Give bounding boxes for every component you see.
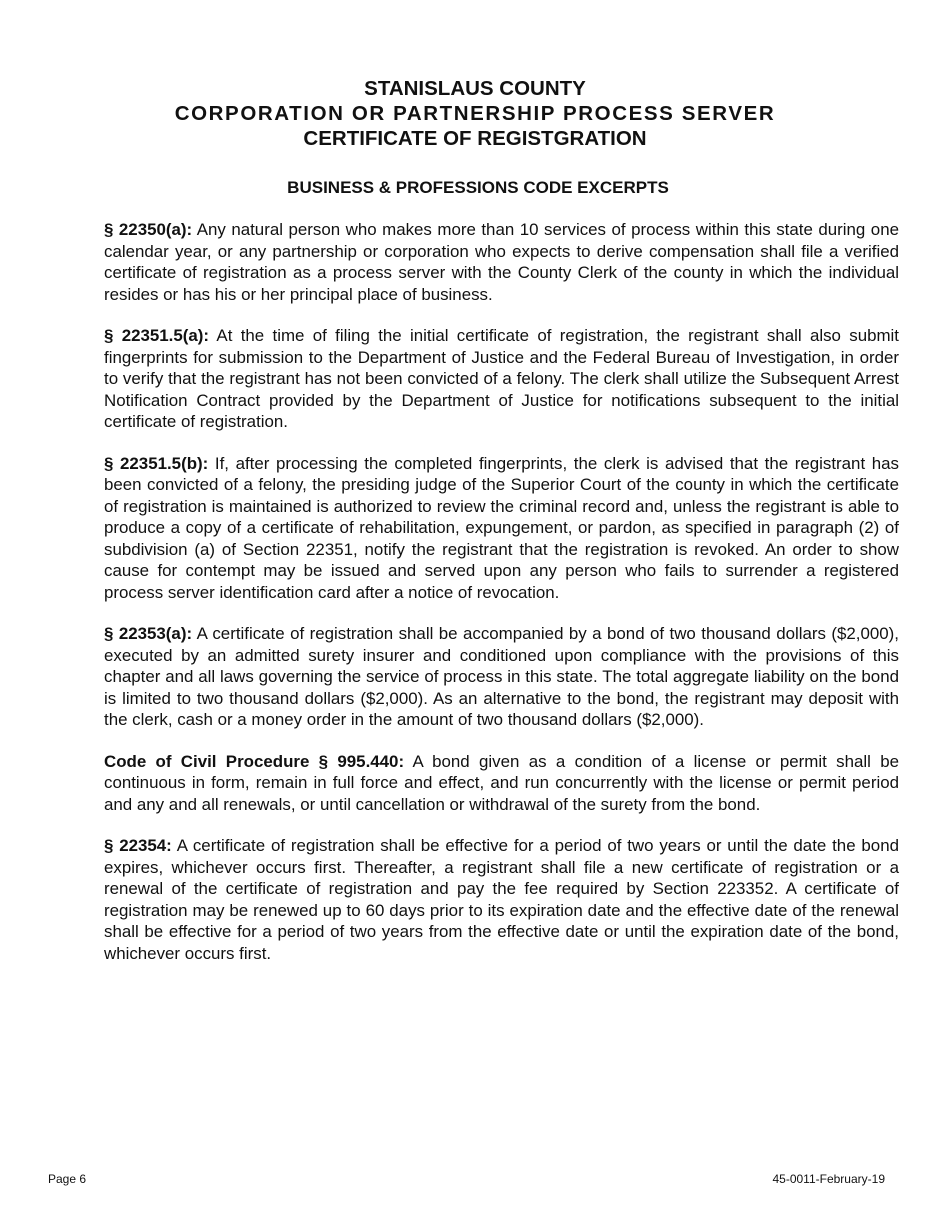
excerpt-22354 [104,835,899,964]
excerpt-ccp-995-440 [104,751,899,816]
code-excerpts [104,219,899,984]
excerpt-text: A certificate of registration shall be effective for a period of two years or until the date the bond expires, whichever occurs first. Thereafter, a registrant shall file a new certificate of registration or a renewal of the certificate of registration and pay the fee required by Section 223352. A certificate of registration may be renewed up to 60 days prior to its expiration date and the effective date of the renewal shall be effective for a period of two years from the effective date or until the expiration date of the bond, whichever occurs first. [104,836,899,963]
excerpt-22353a [104,623,899,731]
excerpt-22351-5a [104,325,899,433]
certificate-title: CERTIFICATE OF REGISTGRATION [303,127,647,150]
excerpt-22350a [104,219,899,305]
excerpt-text: If, after processing the completed fingerprints, the clerk is advised that the registrant has been convicted of a felony, the presiding judge of the Superior Court of the county in which the certificate of registration is maintained is authorized to review the criminal record and, unless the registrant is able to produce a copy of a certificate of rehabilitation, expungement, or pardon, as specified in paragraph (2) of subdivision (a) of Section 22351, notify the registrant that the registration is revoked. An order to show cause for contempt may be issued and served upon any person who fails to surrender a registered process server identification card after a notice of revocation. [104,453,899,602]
excerpt-citation: Code of Civil Procedure § 995.440: [104,751,405,771]
excerpt-citation: § 22354: [104,836,172,855]
section-heading: BUSINESS & PROFESSIONS CODE EXCERPTS [287,178,669,197]
form-id: 45-0011-February-19 [772,1172,885,1186]
page-number: Page 6 [48,1172,87,1186]
document-title [0,76,950,151]
excerpt-text: At the time of filing the initial certificate of registration, the registrant shall also submit fingerprints for submission to the Department of Justice and the Federal Bureau of Investigation, in order to verify that the registrant has not been convicted of a felony. The clerk shall utilize the Subsequent Arrest Notification Contract provided by the Department of Justice for notifications subsequent to the initial certificate of registration. [104,326,899,431]
excerpt-citation: § 22351.5(a): [104,326,210,345]
excerpt-text: Any natural person who makes more than 10 services of process within this state during one calendar year, or any partnership or corporation who expects to derive compensation shall file a verified certificate of registration as a process server with the County Clerk of the county in which the individual resides or has his or her principal place of business. [104,220,899,304]
excerpt-22351-5b [104,453,899,604]
excerpt-text: A bond given as a condition of a license or permit shall be continuous in form, remain in full force and effect, and run concurrently with the license or permit period and any and all renewals, or until cancellation or withdrawal of the surety from the bond. [104,751,899,814]
excerpt-citation: § 22350(a): [104,220,193,239]
excerpt-text: A certificate of registration shall be accompanied by a bond of two thousand dollars ($2,000), executed by an admitted surety insurer and conditioned upon compliance with the provisions of this chapter and all laws governing the service of process in this state. The total aggregate liability on the bond is limited to two thousand dollars ($2,000). As an alternative to the bond, the registrant may deposit with the clerk, cash or a money order in the amount of two thousand dollars ($2,000). [104,624,900,729]
excerpt-citation: § 22353(a): [104,624,193,643]
county-title: STANISLAUS COUNTY [364,77,586,100]
excerpt-citation: § 22351.5(b): [104,453,209,473]
form-title: CORPORATION OR PARTNERSHIP PROCESS SERVER [174,102,776,125]
